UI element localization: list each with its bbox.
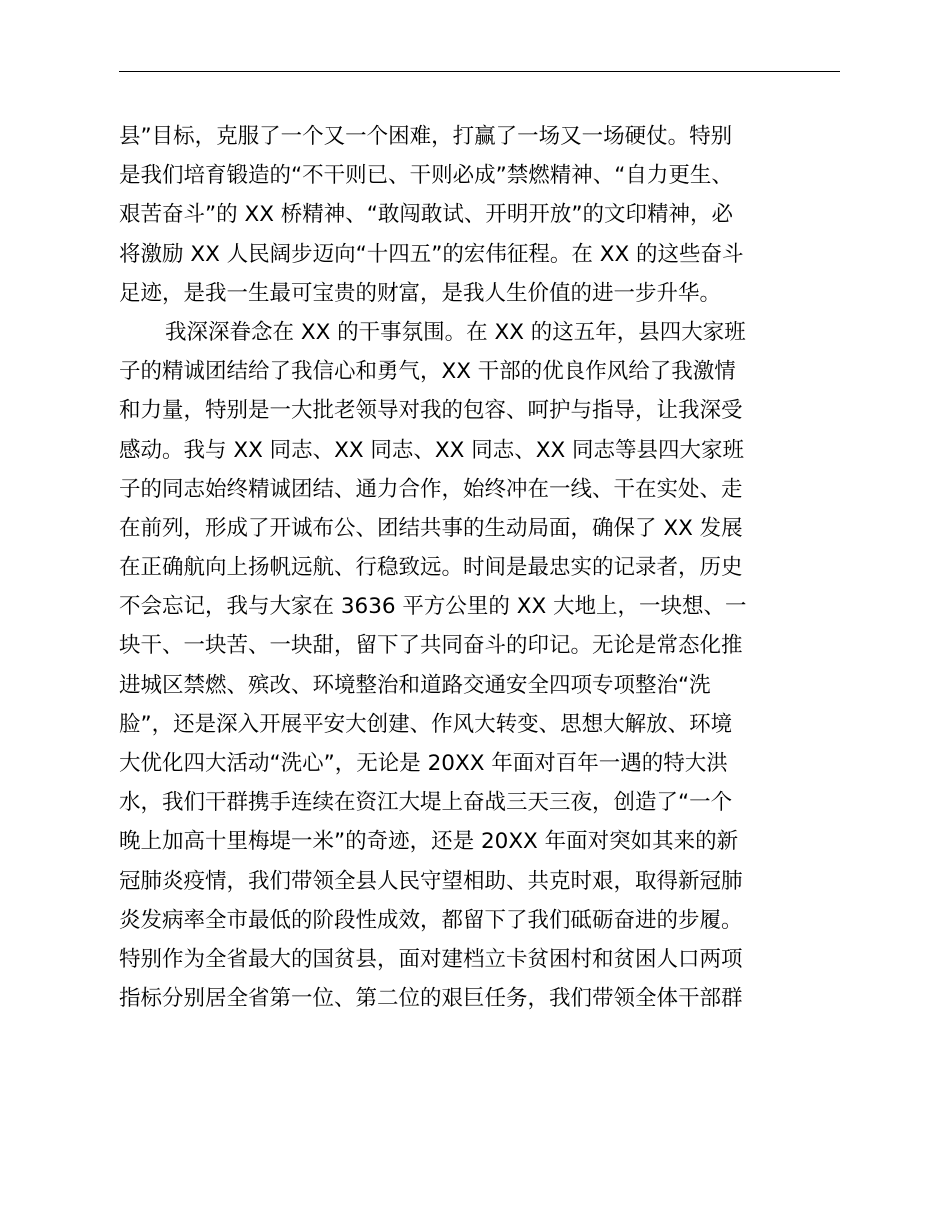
text-line: 子的精诚团结给了我信心和勇气，XX 干部的优良作风给了我激情 — [119, 359, 736, 385]
text-line: 艰苦奋斗”的 XX 桥精神、“敢闯敢试、开明开放”的文印精神，必 — [119, 202, 734, 228]
text-line: 晚上加高十里梅堤一米”的奇迹，还是 20XX 年面对突如其来的新 — [119, 829, 739, 855]
text-line: 特别作为全省最大的国贫县，面对建档立卡贫困村和贫困人口两项 — [119, 946, 743, 972]
text-line: 指标分别居全省第一位、第二位的艰巨任务，我们带领全体干部群 — [119, 986, 743, 1012]
text-line: 水，我们干群携手连续在资江大堤上奋战三天三夜，创造了“一个 — [119, 790, 733, 816]
text-line: 在正确航向上扬帆远航、行稳致远。时间是最忠实的记录者，历史 — [119, 555, 743, 581]
text-line: 子的同志始终精诚团结、通力合作，始终冲在一线、干在实处、走 — [119, 476, 743, 502]
text-line: 在前列，形成了开诚布公、团结共事的生动局面，确保了 XX 发展 — [119, 515, 743, 541]
text-line: 是我们培育锻造的“不干则已、干则必成”禁燃精神、“自力更生、 — [119, 163, 733, 189]
text-line: 炎发病率全市最低的阶段性成效，都留下了我们砥砺奋进的步履。 — [119, 907, 743, 933]
text-line: 不会忘记，我与大家在 3636 平方公里的 XX 大地上，一块想、一 — [119, 594, 747, 620]
header-rule — [119, 71, 840, 72]
text-line: 足迹，是我一生最可宝贵的财富，是我人生价值的进一步升华。 — [119, 280, 722, 306]
text-line: 进城区禁燃、殡改、环境整治和道路交通安全四项专项整治“洗 — [119, 672, 711, 698]
text-line: 和力量，特别是一大批老领导对我的包容、呵护与指导，让我深受 — [119, 398, 743, 424]
body-text — [119, 117, 844, 1018]
text-line: 将激励 XX 人民阔步迈向“十四五”的宏伟征程。在 XX 的这些奋斗 — [119, 241, 744, 267]
text-line: 脸”，还是深入开展平安大创建、作风大转变、思想大解放、环境 — [119, 711, 733, 737]
paragraph-start-line: 我深深眷念在 XX 的干事氛围。在 XX 的这五年，县四大家班 — [165, 319, 746, 345]
text-line: 大优化四大活动“洗心”，无论是 20XX 年面对百年一遇的特大洪 — [119, 751, 728, 776]
text-line: 块干、一块苦、一块甜，留下了共同奋斗的印记。无论是常态化推 — [119, 633, 743, 659]
text-line: 县”目标，克服了一个又一个困难，打赢了一场又一场硬仗。特别 — [119, 124, 733, 149]
text-line: 冠肺炎疫情，我们带领全县人民守望相助、共克时艰，取得新冠肺 — [119, 868, 743, 894]
text-line: 感动。我与 XX 同志、XX 同志、XX 同志、XX 同志等县四大家班 — [119, 437, 745, 463]
